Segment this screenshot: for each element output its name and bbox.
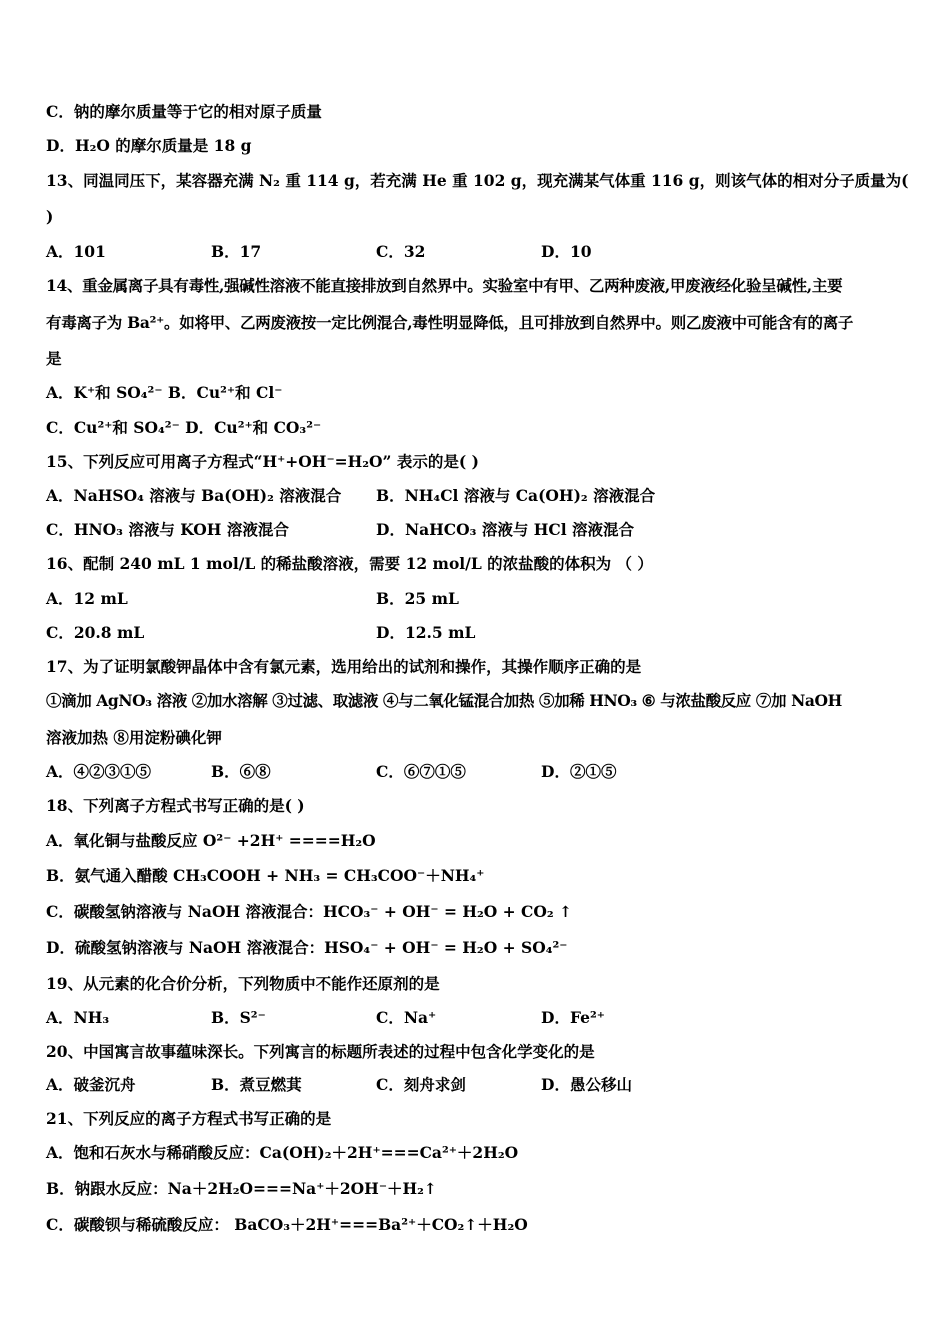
option-a: A．破釜沉舟 [46,1075,136,1094]
option-b: B．氨气通入醋酸 CH₃COOH + NH₃ = CH₃COO⁻＋NH₄⁺ [46,866,485,885]
option-line: D．H₂O 的摩尔质量是 18 g [46,136,252,155]
question-17-cont2: 溶液加热 ⑧用淀粉碘化钾 [46,728,222,747]
option-c: C．碳酸钡与稀硫酸反应： BaCO₃＋2H⁺===Ba²⁺＋CO₂↑＋H₂O [46,1215,528,1234]
option-a: A．NH₃ [46,1008,110,1027]
option-b: B．⑥⑧ [211,762,271,781]
question-21: 21、下列反应的离子方程式书写正确的是 [46,1109,332,1128]
option-a: A．12 mL [46,589,128,608]
option-d: D．愚公移山 [541,1075,632,1094]
option-b: B．钠跟水反应：Na＋2H₂O===Na⁺＋2OH⁻＋H₂↑ [46,1179,437,1198]
option-c: C．Na⁺ [376,1008,437,1027]
option-a: A．氧化铜与盐酸反应 O²⁻ +2H⁺ ====H₂O [46,831,376,850]
option-a: A．101 [46,242,106,261]
question-14-cont2: 是 [46,349,62,368]
option-line: C．Cu²⁺和 SO₄²⁻ D．Cu²⁺和 CO₃²⁻ [46,418,322,437]
option-b: B．煮豆燃萁 [211,1075,302,1094]
question-19: 19、从元素的化合价分析，下列物质中不能作还原剂的是 [46,974,440,993]
question-15: 15、下列反应可用离子方程式“H⁺+OH⁻=H₂O” 表示的是( ) [46,452,479,471]
option-a: A．④②③①⑤ [46,762,152,781]
option-d: D．12.5 mL [376,623,476,642]
option-c: C．HNO₃ 溶液与 KOH 溶液混合 [46,520,289,539]
question-18: 18、下列离子方程式书写正确的是( ) [46,796,305,815]
question-14: 14、重金属离子具有毒性,强碱性溶液不能直接排放到自然界中。实验室中有甲、乙两种废液,甲废液经化验呈碱性,主要 [46,276,843,295]
option-a: A．NaHSO₄ 溶液与 Ba(OH)₂ 溶液混合 [46,486,342,505]
option-d: D．NaHCO₃ 溶液与 HCl 溶液混合 [376,520,634,539]
option-a: A．饱和石灰水与稀硝酸反应：Ca(OH)₂＋2H⁺===Ca²⁺＋2H₂O [46,1143,519,1162]
option-d: D．硫酸氢钠溶液与 NaOH 溶液混合：HSO₄⁻ + OH⁻ = H₂O + SO₄²⁻ [46,938,568,957]
question-13-cont: ) [46,207,54,226]
option-c: C．20.8 mL [46,623,145,642]
question-17: 17、为了证明氯酸钾晶体中含有氯元素，选用给出的试剂和操作，其操作顺序正确的是 [46,657,642,676]
option-c: C．⑥⑦①⑤ [376,762,466,781]
option-line: C．钠的摩尔质量等于它的相对原子质量 [46,102,322,121]
option-c: C．32 [376,242,426,261]
option-b: B．NH₄Cl 溶液与 Ca(OH)₂ 溶液混合 [376,486,656,505]
question-17-cont: ①滴加 AgNO₃ 溶液 ②加水溶解 ③过滤、取滤液 ④与二氧化锰混合加热 ⑤加稀 HNO₃ ⑥ 与浓盐酸反应 ⑦加 NaOH [46,691,842,710]
question-14-cont: 有毒离子为 Ba²⁺。如将甲、乙两废液按一定比例混合,毒性明显降低，且可排放到自然界中。则乙废液中可能含有的离子 [46,313,854,332]
option-c: C．刻舟求剑 [376,1075,466,1094]
option-d: D．②①⑤ [541,762,617,781]
question-16: 16、配制 240 mL 1 mol/L 的稀盐酸溶液，需要 12 mol/L 的浓盐酸的体积为 （ ） [46,554,653,573]
option-b: B．25 mL [376,589,459,608]
option-b: B．17 [211,242,262,261]
option-d: D．Fe²⁺ [541,1008,605,1027]
option-line: A．K⁺和 SO₄²⁻ B．Cu²⁺和 Cl⁻ [46,383,283,402]
option-c: C．碳酸氢钠溶液与 NaOH 溶液混合：HCO₃⁻ + OH⁻ = H₂O + CO₂ ↑ [46,902,573,921]
question-13: 13、同温同压下，某容器充满 N₂ 重 114 g，若充满 He 重 102 g，现充满某气体重 116 g，则该气体的相对分子质量为( [46,171,909,190]
option-b: B．S²⁻ [211,1008,266,1027]
option-d: D．10 [541,242,592,261]
question-20: 20、中国寓言故事蕴味深长。下列寓言的标题所表述的过程中包含化学变化的是 [46,1042,595,1061]
